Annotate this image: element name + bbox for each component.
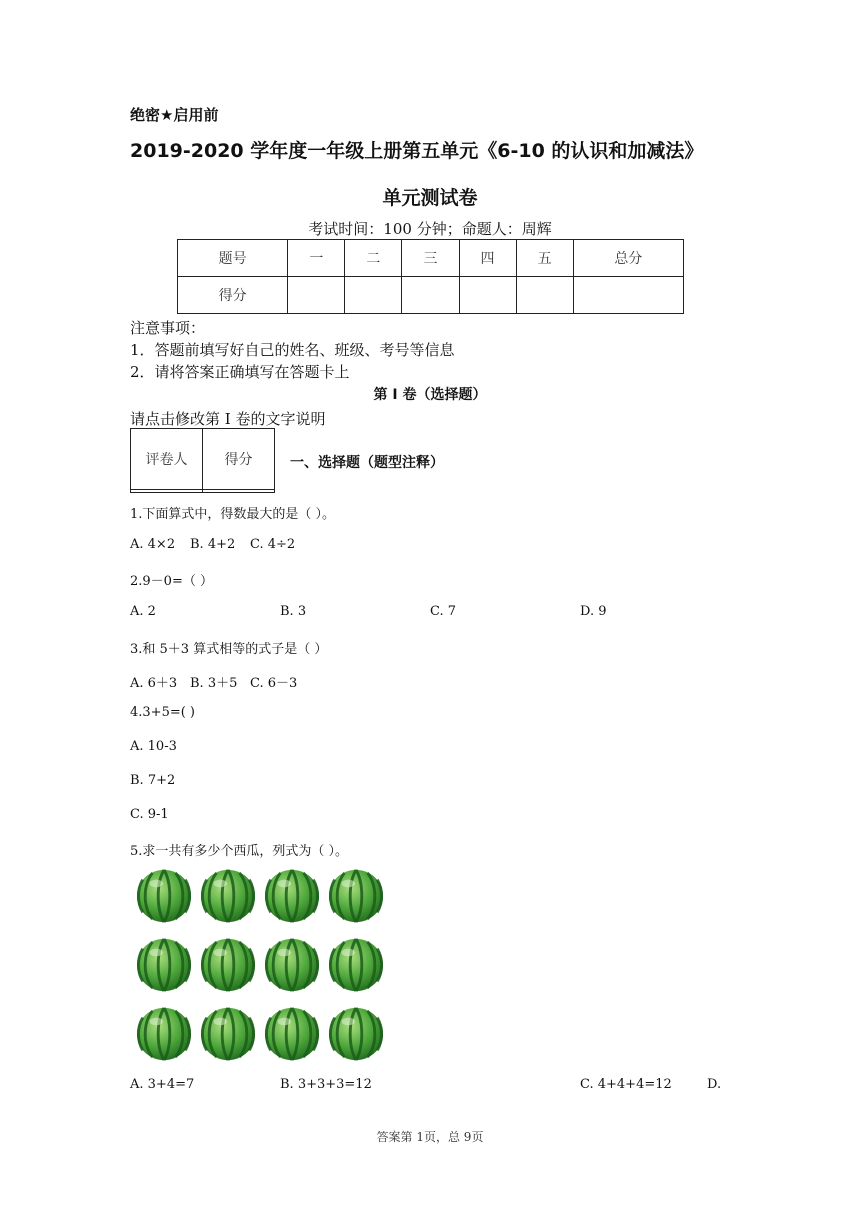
note-item: 2．请将答案正确填写在答题卡上 [130,363,350,381]
score-table-score-row [178,277,684,314]
score-header-cell: 一 [288,240,345,277]
q5-option-c[interactable]: C. 4+4+4=12 [580,1077,672,1092]
q4-option-a[interactable]: A. 10-3 [130,739,177,754]
score-header-cell: 总分 [573,240,683,277]
watermelon-icon [135,937,193,993]
watermelon-icon [263,937,321,993]
watermelon-icon [263,1006,321,1062]
score-input-cell[interactable] [573,277,683,314]
score-table-header-row [178,240,684,277]
q1-option-a[interactable]: A. 4×2 [130,537,176,552]
volume-title: 第 I 卷（选择题） [373,387,487,403]
score-header-cell: 三 [402,240,459,277]
question-4: 4.3+5=( ) [130,705,196,720]
exam-title-line1: 2019-2020 学年度一年级上册第五单元《6-10 的认识和加减法》 [130,140,704,162]
exam-info: 考试时间：100 分钟；命题人：周辉 [308,220,552,238]
q5-option-a[interactable]: A. 3+4=7 [130,1077,195,1092]
grader-score-cell[interactable] [203,490,275,493]
notes-heading: 注意事项： [130,319,206,337]
q2-option-d[interactable]: D. 9 [580,604,607,619]
score-table [177,239,684,314]
watermelon-icon [327,937,385,993]
watermelon-icon [135,1006,193,1062]
q3-option-a[interactable]: A. 6＋3 [130,676,178,691]
question-1: 1.下面算式中，得数最大的是（ ）。 [130,507,336,522]
watermelon-icon [327,868,385,924]
exam-title-line2: 单元测试卷 [382,187,478,209]
q5-option-d[interactable]: D. [707,1077,722,1092]
q1-option-c[interactable]: C. 4÷2 [250,537,296,552]
q2-option-a[interactable]: A. 2 [130,604,156,619]
watermelon-icon [327,1006,385,1062]
watermelon-grid [135,868,395,1068]
watermelon-icon [263,868,321,924]
grader-table [130,428,275,493]
q3-option-c[interactable]: C. 6－3 [250,676,298,691]
score-input-cell[interactable] [459,277,516,314]
q5-option-b[interactable]: B. 3+3+3=12 [280,1077,372,1092]
secret-label: 绝密★启用前 [130,106,219,124]
question-2: 2.9－0=（ ） [130,574,213,589]
watermelon-icon [199,1006,257,1062]
section-title: 一、选择题（题型注释） [290,455,444,471]
question-5: 5.求一共有多少个西瓜，列式为（ ）。 [130,844,349,859]
score-input-cell[interactable] [288,277,345,314]
q4-option-b[interactable]: B. 7+2 [130,773,176,788]
q3-option-b[interactable]: B. 3＋5 [190,676,238,691]
score-header-cell: 题号 [178,240,288,277]
watermelon-icon [199,868,257,924]
q2-option-b[interactable]: B. 3 [280,604,307,619]
grader-score-header: 得分 [203,429,275,490]
volume-description: 请点击修改第 I 卷的文字说明 [130,410,326,428]
grader-input-cell[interactable] [131,490,203,493]
score-input-cell[interactable] [516,277,573,314]
q4-option-c[interactable]: C. 9-1 [130,807,169,822]
score-header-cell: 二 [345,240,402,277]
q1-option-b[interactable]: B. 4+2 [190,537,236,552]
score-row-label: 得分 [178,277,288,314]
watermelon-icon [199,937,257,993]
score-header-cell: 四 [459,240,516,277]
watermelon-icon [135,868,193,924]
page-footer: 答案第 1页，总 9页 [376,1130,484,1144]
grader-header: 评卷人 [131,429,203,490]
note-item: 1．答题前填写好自己的姓名、班级、考号等信息 [130,341,455,359]
score-header-cell: 五 [516,240,573,277]
question-3: 3.和 5＋3 算式相等的式子是（ ） [130,642,328,657]
score-input-cell[interactable] [402,277,459,314]
score-input-cell[interactable] [345,277,402,314]
q2-option-c[interactable]: C. 7 [430,604,457,619]
